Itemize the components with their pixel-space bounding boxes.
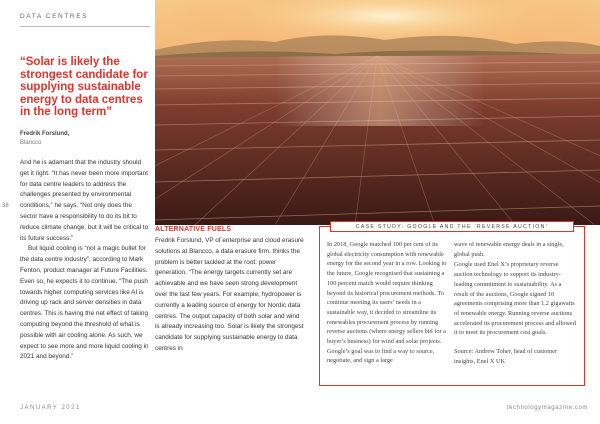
article-paragraph: But liquid cooling is “not a magic bullet for the data centre industry”, according to Mark Fenton, product manager at Future Facilities. Even so, he expects it to continue. “The push towards higher computing services like AI is driving up rack and server densities in data centres. This is having the net effect of taking computing beyond the threshold of what is possible with air cooling alone. As such, we expect to see more and more liquid cooling in 2021 and beyond.” <box>20 245 149 361</box>
article-paragraph: And he is adamant that the industry should get it right. “It has never been more important for data centre leaders to address the challenges presented by environmental conditions,” he says. “Not only does the sector have a responsibility to do its bit to reduce climate change, but it will be critical to its future success.” <box>20 159 149 242</box>
section-label: DATA CENTRES <box>20 13 89 20</box>
pull-quote: “Solar is likely the strongest candidate for supplying sustainable energy to data centres in the long term” <box>20 56 148 118</box>
page-number: 38 <box>2 203 9 209</box>
case-study-paragraph: In 2018, Google matched 100 per cent of its global electricity consumption with renewable energy for the second year in a row. Looking to the future, Google recognised that sustaining a 100 percent match would require thinking beyond its historical procurement methods. To continue meeting its users’ needs in a sustainable way, it decided to streamline its renewables procurement process by running reverse auctions (where energy sellers bid for a buyer’s business) for wind and solar projects. Google’s goal was to find a way to source, negotiate, and sign a large <box>327 241 447 365</box>
case-study-paragraph: wave of renewable energy deals in a single, global push. <box>454 241 564 258</box>
header-divider <box>20 26 150 27</box>
footer-date: JANUARY 2021 <box>20 405 81 411</box>
solar-panels-image <box>155 0 600 225</box>
case-study-source: Source: Andrew Toher, head of customer insights, Enel X UK <box>454 348 558 365</box>
case-study-title: CASE STUDY: GOOGLE AND THE ‘REVERSE AUCTION’ <box>355 223 549 230</box>
case-study-title-tab <box>330 221 574 232</box>
article-column-2: Fredrik Forslund, VP of enterprise and cloud erasure solutions at Blancco, a data erasure firm, thinks the problem is better tackled at the root: power generation. “The energy targets currently set are achievable and we have seen strong development over the last few years. For example, hydropower is currently a leading source of energy for Nordic data centres. The output capacity of both solar and wind is already increasing too. Solar is likely the strongest candidate for supplying sustainable energy to data centres in <box>155 237 304 352</box>
case-study-paragraph: Google used Enel X’s proprietary reverse auction technology to support its industry-leading commitment to sustainability. As a result of the auctions, Google signed 10 agreements comprising more than 1.2 gigawatts of renewable energy. Running reverse auctions accelerated its procurement process and allowed it to meet its procurement cost goals. <box>454 261 576 337</box>
section-heading: ALTERNATIVE FUELS <box>155 226 232 233</box>
pull-quote-organization: Blancco <box>20 140 42 146</box>
case-study-column-right <box>454 240 576 366</box>
footer-website[interactable]: technologymagazine.com <box>506 405 588 411</box>
article-column-1 <box>20 158 150 363</box>
hero-image <box>155 0 600 225</box>
pull-quote-author: Fredrik Forslund, <box>20 131 70 137</box>
case-study-column-left <box>327 240 449 366</box>
